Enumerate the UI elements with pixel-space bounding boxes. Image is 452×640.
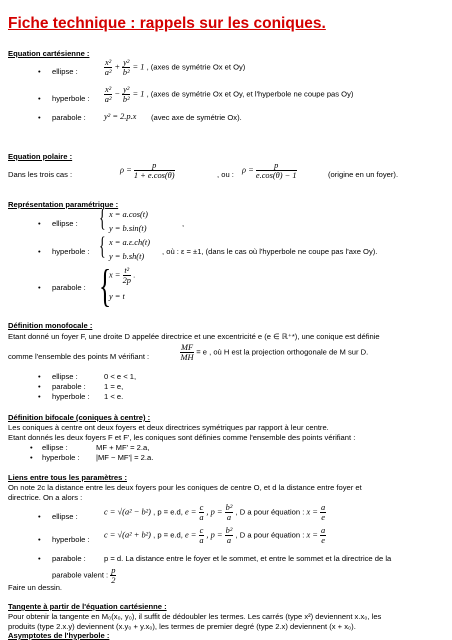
parameters-text-1: On note 2c la distance entre les deux foyers pour les coniques de centre O, et d la distance entre foyer et	[8, 483, 362, 492]
parabole-relations: p = d. La distance entre le foyer et le sommet, et entre le sommet et la directrice de la	[104, 554, 392, 563]
bullet: •	[38, 372, 41, 381]
drawing-instruction: Faire un dessin.	[8, 583, 63, 592]
heading-asymptotes: Asymptotes de l'hyperbole :	[8, 631, 110, 640]
label-hyperbole: hyperbole :	[52, 392, 90, 401]
bifocal-text-2: Etant donnés les deux foyers F et F', les coniques sont définies comme l'ensemble des points vérifiant :	[8, 433, 356, 442]
label-hyperbole: hyperbole :	[42, 453, 80, 462]
bullet: •	[38, 219, 41, 228]
monofocal-text-1: Etant donné un foyer F, une droite D appelée directrice et une excentricité e (e ∈ ℝ⁺*), une conique est définie	[8, 332, 380, 341]
heading-parametric: Représentation paramétrique :	[8, 200, 119, 209]
heading-monofocal: Définition monofocale :	[8, 321, 93, 330]
parabole-eccentricity: 1 = e,	[104, 382, 124, 391]
parabole-relations-2: parabole valent : $\frac{p}{2}$	[52, 566, 116, 586]
brace-icon: {	[99, 233, 106, 260]
bullet: •	[38, 67, 41, 76]
parabole-param-x: x = $\frac{\text{t²}}{2p}$ .	[109, 266, 136, 286]
polar-mid: , ou :	[217, 170, 234, 179]
bullet: •	[38, 247, 41, 256]
ellipse-bifocal: MF + MF' = 2.a,	[96, 443, 150, 452]
polar-intro: Dans les trois cas :	[8, 170, 73, 179]
tangent-text-2: produits (type 2.x.y) deviennent (x.y₀ + y.x₀), les termes de premier degré (type 2.x) deviennent (x + x₀).	[8, 622, 356, 631]
ellipse-eccentricity: 0 < e < 1,	[104, 372, 137, 381]
label-hyperbole: hyperbole :	[52, 247, 90, 256]
heading-parameters: Liens entre tous les paramètres :	[8, 473, 128, 482]
ellipse-param-y: y = b.sin(t)	[109, 224, 147, 233]
label-hyperbole: hyperbole :	[52, 535, 90, 544]
hyperbole-equation: $\frac{\text{x²}}{\text{a²}}$ − $\frac{\text{y²}}{\text{b²}}$ = 1 , (axes de symétrie Ox et Oy, et l'hyperbole ne coupe pas Oy)	[104, 85, 354, 105]
parameters-text-2: directrice. On a alors :	[8, 493, 83, 502]
bifocal-text-1: Les coniques à centre ont deux foyers et deux directrices symétriques par rapport à leur centre.	[8, 423, 329, 432]
brace-icon: {	[99, 205, 106, 232]
label-ellipse: ellipse :	[52, 67, 78, 76]
bullet: •	[30, 453, 33, 462]
ellipse-param-x: x = a.cos(t)	[109, 210, 148, 219]
tangent-text-1: Pour obtenir la tangente en M₀(x₀, y₀), il suffit de dédoubler les termes. Les carrés (type x²) deviennent x.x₀, les	[8, 612, 382, 621]
bullet: •	[38, 382, 41, 391]
hyperbole-param-note: , où : ε = ±1, (dans le cas où l'hyperbole ne coupe pas l'axe Oy).	[162, 247, 378, 256]
ellipse-param-sep: ,	[182, 219, 185, 228]
bullet: •	[38, 512, 41, 521]
ellipse-relations: c = √(a² − b²) , p = e.d, e = $\frac{c}{a}$ , p = $\frac{\text{b²}}{a}$ , D a pour équation : x = $\frac{a}{e}$	[104, 503, 326, 523]
brace-icon: {	[99, 260, 112, 311]
bullet: •	[38, 554, 41, 563]
heading-polar: Equation polaire :	[8, 152, 73, 161]
heading-bifocal: Définition bifocale (coniques à centre) :	[8, 413, 151, 422]
bullet: •	[38, 113, 41, 122]
parabole-param-y: y = t	[109, 292, 125, 301]
label-parabole: parabole :	[52, 113, 86, 122]
polar-equation-1: ρ = $\frac{p}{1 + e.\cos(\theta)}$	[120, 161, 175, 181]
label-parabole: parabole :	[52, 554, 86, 563]
page-title: Fiche technique : rappels sur les coniques.	[8, 15, 326, 32]
hyperbole-param-x: x = a.ε.ch(t)	[109, 238, 151, 247]
parabole-equation: y² = 2.p.x	[104, 112, 137, 121]
hyperbole-bifocal: |MF − MF'| = 2.a.	[96, 453, 154, 462]
hyperbole-eccentricity: 1 < e.	[104, 392, 124, 401]
label-ellipse: ellipse :	[52, 512, 78, 521]
label-parabole: parabole :	[52, 382, 86, 391]
polar-note: (origine en un foyer).	[328, 170, 399, 179]
bullet: •	[30, 443, 33, 452]
hyperbole-param-y: y = b.sh(t)	[109, 252, 145, 261]
parabole-equation-note: (avec axe de symétrie Ox).	[151, 113, 242, 122]
label-ellipse: ellipse :	[52, 372, 78, 381]
polar-equation-2: ρ = $\frac{p}{e.\cos(\theta) - 1}$	[242, 161, 297, 181]
ellipse-equation: $\frac{\text{x²}}{\text{a²}}$ + $\frac{\text{y²}}{\text{b²}}$ = 1 , (axes de symétrie Ox et Oy)	[104, 58, 246, 78]
bullet: •	[38, 392, 41, 401]
bullet: •	[38, 94, 41, 103]
heading-tangent: Tangente à partir de l'équation cartésienne :	[8, 602, 167, 611]
bullet: •	[38, 283, 41, 292]
label-ellipse: ellipse :	[42, 443, 68, 452]
label-ellipse: ellipse :	[52, 219, 78, 228]
monofocal-ratio: $\frac{MF}{MH}$ = e , où H est la projection orthogonale de M sur D.	[180, 343, 369, 363]
bullet: •	[38, 535, 41, 544]
monofocal-text-2: comme l'ensemble des points M vérifiant :	[8, 352, 150, 361]
label-hyperbole: hyperbole :	[52, 94, 90, 103]
label-parabole: parabole :	[52, 283, 86, 292]
hyperbole-relations: c = √(a² + b²) , p = e.d, e = $\frac{c}{a}$ , p = $\frac{\text{b²}}{a}$ , D a pour équation : x = $\frac{a}{e}$	[104, 526, 326, 546]
hyperbole-equation-note: , (axes de symétrie Ox et Oy, et l'hyperbole ne coupe pas Oy)	[146, 89, 354, 99]
heading-cartesian: Equation cartésienne :	[8, 49, 90, 58]
ellipse-equation-note: , (axes de symétrie Ox et Oy)	[146, 62, 246, 72]
